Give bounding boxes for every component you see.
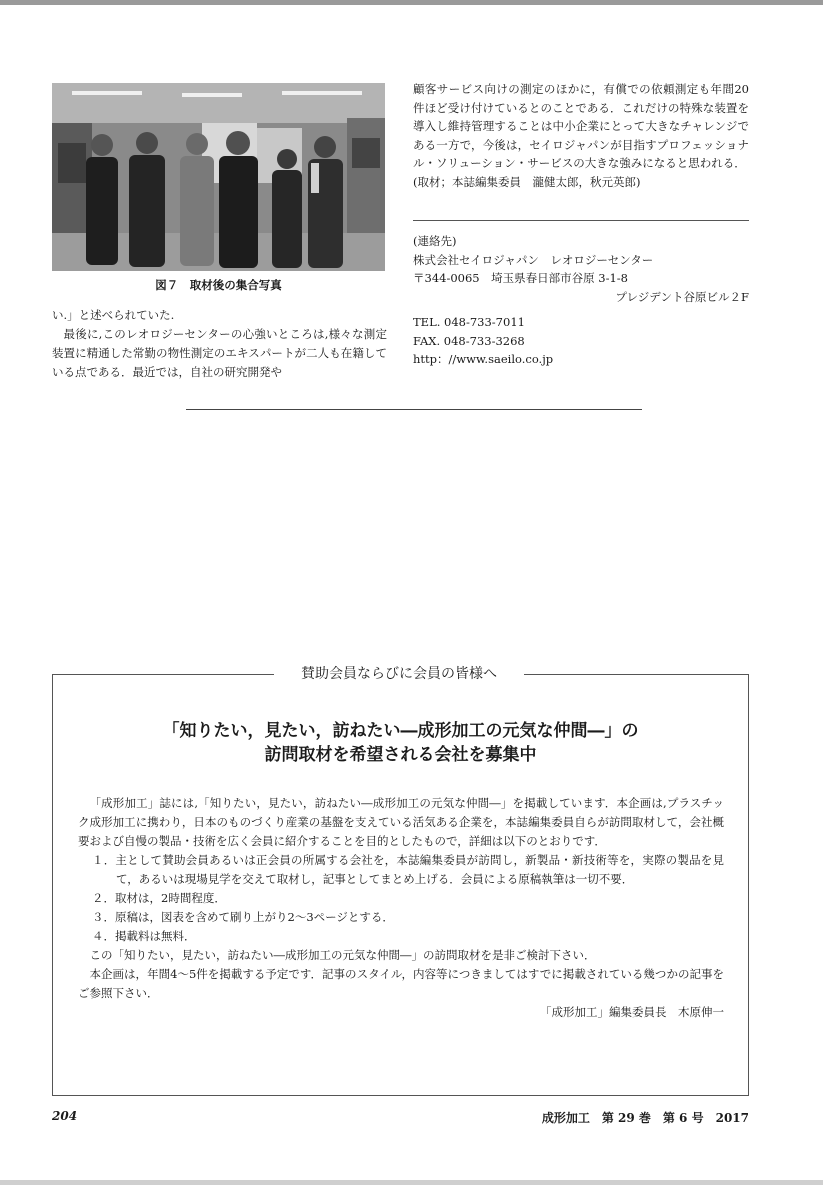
contact-info — [413, 232, 749, 369]
notice-signature: 「成形加工」編集委員長 木原伸一 — [540, 1005, 724, 1019]
list-item: １．主として賛助会員あるいは正会員の所属する会社を，本誌編集委員が訪問し，新製品・新技術等を，実際の製品を見て，あるいは現場見学を交えて取材し，記事としてまとめ上げる．会員による原稿執筆は一切不要． — [92, 853, 724, 886]
building-name: プレジデント谷原ビル２F — [615, 289, 749, 304]
notice-box-title: 賛助会員ならびに会員の皆様へ — [274, 664, 524, 684]
list-item: ２．取材は，2時間程度． — [92, 891, 226, 905]
website-link[interactable]: http：//www.saeilo.co.jp — [413, 352, 554, 366]
section-divider — [186, 409, 642, 410]
group-photo-drawing — [52, 83, 385, 271]
page-number: 204 — [52, 1109, 78, 1123]
notice-intro: 「成形加工」誌には,「知りたい，見たい，訪ねたい―成形加工の元気な仲間―」を掲載しています．本企画は,プラスチック成形加工に携わり，日本のものづくり産業の基盤を支えている活気ある企業を，本誌編集委員自らが訪問取材して，会社概要および自慢の製品・技術を広く会員に紹介することを目的としたもので，詳細は以下のとおりです． — [78, 796, 724, 848]
journal-citation: 成形加工 第 29 巻 第 6 号 2017 — [541, 1111, 749, 1125]
company-name: 株式会社セイロジャパン レオロジーセンター — [413, 252, 654, 267]
top-border — [0, 0, 823, 5]
notice-headline — [52, 719, 749, 767]
notice-closing: この「知りたい，見たい，訪ねたい―成形加工の元気な仲間―」の訪問取材を是非ご検討下さい． — [89, 948, 596, 962]
interviewer-credit: (取材；本誌編集委員 瀧健太郎，秋元英郎) — [413, 174, 641, 189]
divider — [413, 220, 749, 221]
phone-number: TEL. 048-733-7011 — [413, 315, 525, 329]
right-column-text — [413, 80, 749, 192]
figure-caption: 図７ 取材後の集合写真 — [155, 278, 282, 292]
left-column-text — [52, 306, 387, 382]
notice-body — [78, 794, 724, 1022]
group-photo — [52, 83, 385, 271]
paragraph: 最後に,このレオロジーセンターの心強いところは,様々な測定装置に精通した常勤の物性測定のエキスパートが二人も在籍している点である．最近では，自社の研究開発や — [52, 327, 387, 379]
headline-line: 訪問取材を希望される会社を募集中 — [264, 745, 537, 765]
postal-address: 〒344-0065 埼玉県春日部市谷原 3-1-8 — [413, 271, 628, 285]
headline-line: 「知りたい，見たい，訪ねたい―成形加工の元気な仲間―」の — [162, 721, 639, 741]
paragraph: い.」と述べられていた. — [52, 308, 175, 322]
list-item: ３．原稿は，図表を含めて刷り上がり2～3ページとする． — [92, 910, 394, 924]
fax-number: FAX. 048-733-3268 — [413, 333, 525, 348]
bottom-border — [0, 1180, 823, 1185]
paragraph: 顧客サービス向けの測定のほかに，有償での依頼測定も年間20件ほど受け付けているとのことである．これだけの特殊な装置を導入し維持管理することは中小企業にとって大きなチャレンジである一方で，今後は，セイロジャパンが目指すプロフェッショナル・ソリューション・サービスの大きな強みになると思われる． — [413, 82, 749, 171]
list-item: ４．掲載料は無料． — [92, 929, 196, 943]
notice-closing: 本企画は，年間4～5件を掲載する予定です．記事のスタイル，内容等につきましてはすでに掲載されている幾つかの記事をご参照下さい． — [78, 967, 724, 1000]
contact-heading: (連絡先) — [413, 234, 457, 248]
